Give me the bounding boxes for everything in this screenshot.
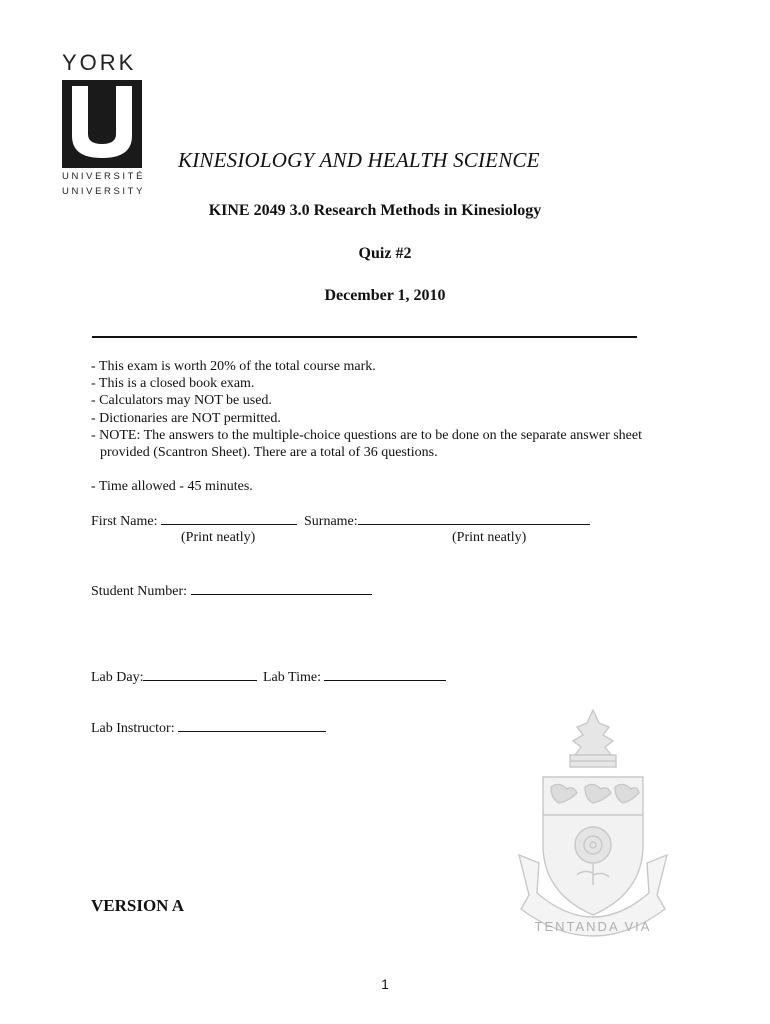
quiz-title: Quiz #2 — [358, 245, 412, 262]
first-name-input[interactable] — [161, 511, 297, 525]
instruction-item: - This is a closed book exam. — [91, 376, 255, 392]
time-allowed: - Time allowed - 45 minutes. — [91, 479, 253, 494]
u-letter-icon — [62, 80, 142, 168]
instructions-list — [91, 358, 691, 461]
lab-instructor-label: Lab Instructor: — [91, 721, 175, 736]
header-divider — [92, 336, 637, 338]
lab-day-label: Lab Day: — [91, 670, 144, 685]
page-number: 1 — [381, 976, 389, 992]
exam-version: VERSION A — [91, 896, 185, 915]
instruction-item: - This exam is worth 20% of the total course mark. — [91, 359, 376, 374]
lab-day-input[interactable] — [143, 667, 257, 681]
student-number-field — [91, 581, 372, 600]
department-title: KINESIOLOGY AND HEALTH SCIENCE — [178, 148, 540, 172]
print-neatly-hint: (Print neatly) — [452, 530, 527, 545]
instruction-item: - Calculators may NOT be used. — [91, 393, 272, 409]
instruction-item: - NOTE: The answers to the multiple-choice questions are to be done on the separate answer sheet — [91, 427, 643, 443]
surname-field — [304, 511, 590, 530]
university-crest-watermark — [515, 705, 670, 945]
surname-label: Surname: — [304, 514, 358, 529]
print-neatly-hint: (Print neatly) — [181, 530, 256, 545]
lab-time-label: Lab Time: — [263, 670, 321, 685]
york-university-logo — [62, 52, 146, 198]
logo-u-mark — [62, 80, 142, 168]
exam-date: December 1, 2010 — [324, 287, 446, 304]
crest-motto: TENTANDA VIA — [534, 919, 652, 934]
lab-day-field — [91, 667, 257, 686]
logo-wordmark: YORK — [62, 50, 137, 75]
instruction-item: - Dictionaries are NOT permitted. — [91, 410, 281, 426]
instruction-item-continued: provided (Scantron Sheet). There are a total of 36 questions. — [100, 445, 438, 461]
logo-universite-text: UNIVERSITÉ — [62, 171, 146, 182]
course-title: KINE 2049 3.0 Research Methods in Kinesiology — [208, 202, 542, 219]
lab-time-field — [263, 667, 446, 686]
first-name-label: First Name: — [91, 514, 158, 529]
student-number-label: Student Number: — [91, 584, 188, 599]
surname-input[interactable] — [358, 511, 590, 525]
student-number-input[interactable] — [191, 581, 372, 595]
logo-university-text: UNIVERSITY — [62, 186, 146, 197]
lab-instructor-input[interactable] — [178, 718, 326, 732]
lab-instructor-field — [91, 718, 326, 737]
lab-time-input[interactable] — [324, 667, 446, 681]
first-name-field — [91, 511, 297, 530]
